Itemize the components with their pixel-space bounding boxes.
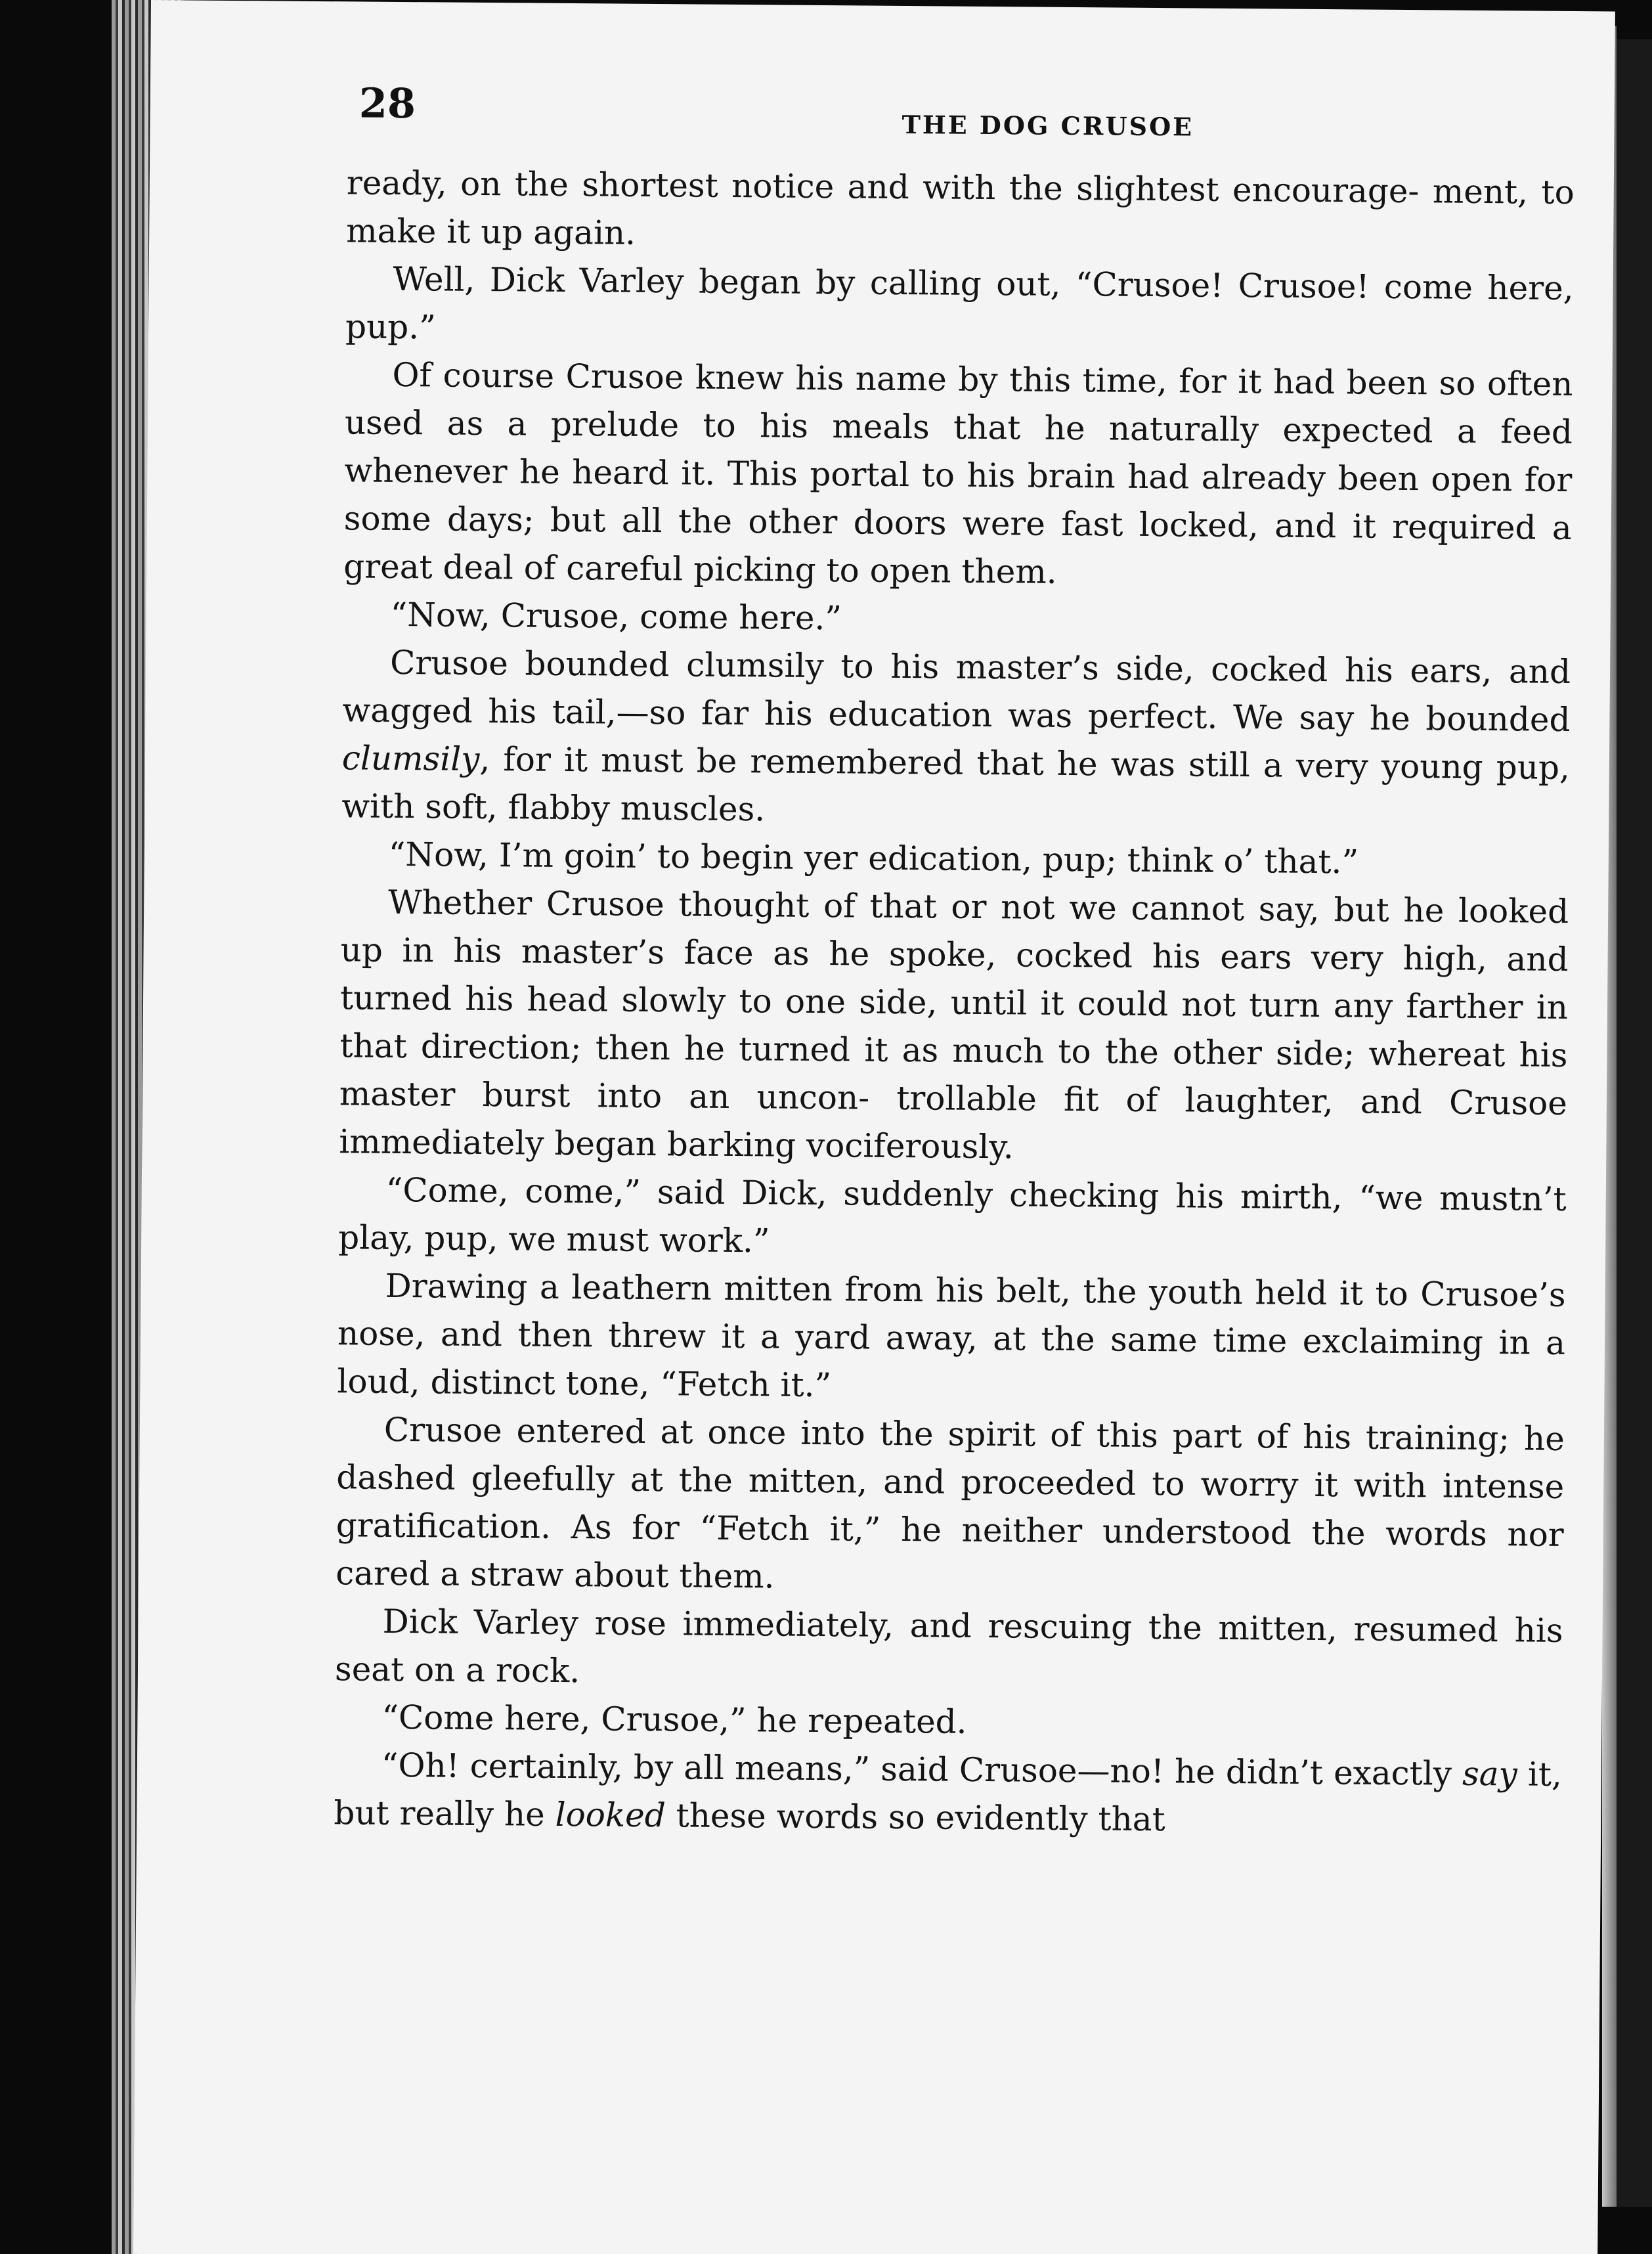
paragraph-5-italic: clumsily [341, 739, 480, 778]
paragraph-13-italic-say: say [1462, 1754, 1518, 1794]
paragraph-5 [341, 638, 1571, 840]
binding-edge [1617, 39, 1652, 2207]
running-head: THE DOG CRUSOE [902, 109, 1194, 142]
paragraph-9: Drawing a leathern mitten from his belt, the youth held it to Crusoe’s nose, and then threw it a yard away, at the same time exclaiming in a loud, distinct tone, “Fetch it.” [337, 1266, 1566, 1405]
paragraph-13-text-b: it, but really he [334, 1755, 1563, 1834]
paragraph-13 [334, 1741, 1562, 1847]
paragraph-2: Well, Dick Varley began by calling out, “Crusoe! Crusoe! come here, pup.” [345, 259, 1574, 347]
page-sheet [133, 0, 1615, 2254]
paragraph-11: Dick Varley rose immediately, and rescuing the mitten, resumed his seat on a rock. [334, 1602, 1563, 1691]
paragraph-4: “Now, Crusoe, come here.” [390, 595, 842, 638]
paragraph-3: Of course Crusoe knew his name by this time, for it had been so often used as a prelude to his meals that he naturally expected a feed whenever he heard it. This portal to his brain had already been open for some days; but all the other doors were fast locked, and it required a great deal of careful picking to open them. [343, 355, 1573, 591]
paragraph-12: “Come here, Crusoe,” he repeated. [381, 1698, 967, 1741]
paragraph-8: “Come, come,” said Dick, suddenly checking his mirth, “we mustn’t play, pup, we must work.” [337, 1170, 1567, 1260]
paragraph-6: “Now, I’m goin’ to begin yer edication, pup; think o’ that.” [388, 835, 1359, 881]
page-number: 28 [359, 79, 416, 128]
paragraph-10: Crusoe entered at once into the spirit of this part of his training; he dashed gleefully at the mitten, and proceeded to worry it with intense gratification. As for “Fetch it,” he neither understood the words nor cared a straw about them. [335, 1410, 1565, 1596]
paragraph-1: ready, on the shortest notice and with the slightest encourage- ment, to make it up again. [346, 164, 1575, 252]
paragraph-13-text-a: “Oh! certainly, by all means,” said Crusoe—no! he didn’t exactly [381, 1746, 1463, 1793]
paragraph-13-text-c: these words so evidently that [665, 1796, 1165, 1839]
paragraph-5-text-b: , for it must be remembered that he was still a very young pup, with soft, flabby muscles. [341, 740, 1571, 829]
paragraph-7: Whether Crusoe thought of that or not we cannot say, but he looked up in his master’s face as he spoke, cocked his ears very high, and turned his head slowly to one side, until it could not turn any farther in that direction; then he turned it as much to the other side; whereat his master burst into an uncon- trollable fit of laughter, and Crusoe immediately began barking vociferously. [339, 883, 1569, 1166]
paragraph-5-text-a: Crusoe bounded clumsily to his master’s side, cocked his ears, and wagged his tail,—so far his education was perfect. We say he bounded [342, 643, 1571, 740]
paragraph-13-italic-looked: looked [555, 1795, 666, 1835]
body-text [334, 159, 1575, 1847]
